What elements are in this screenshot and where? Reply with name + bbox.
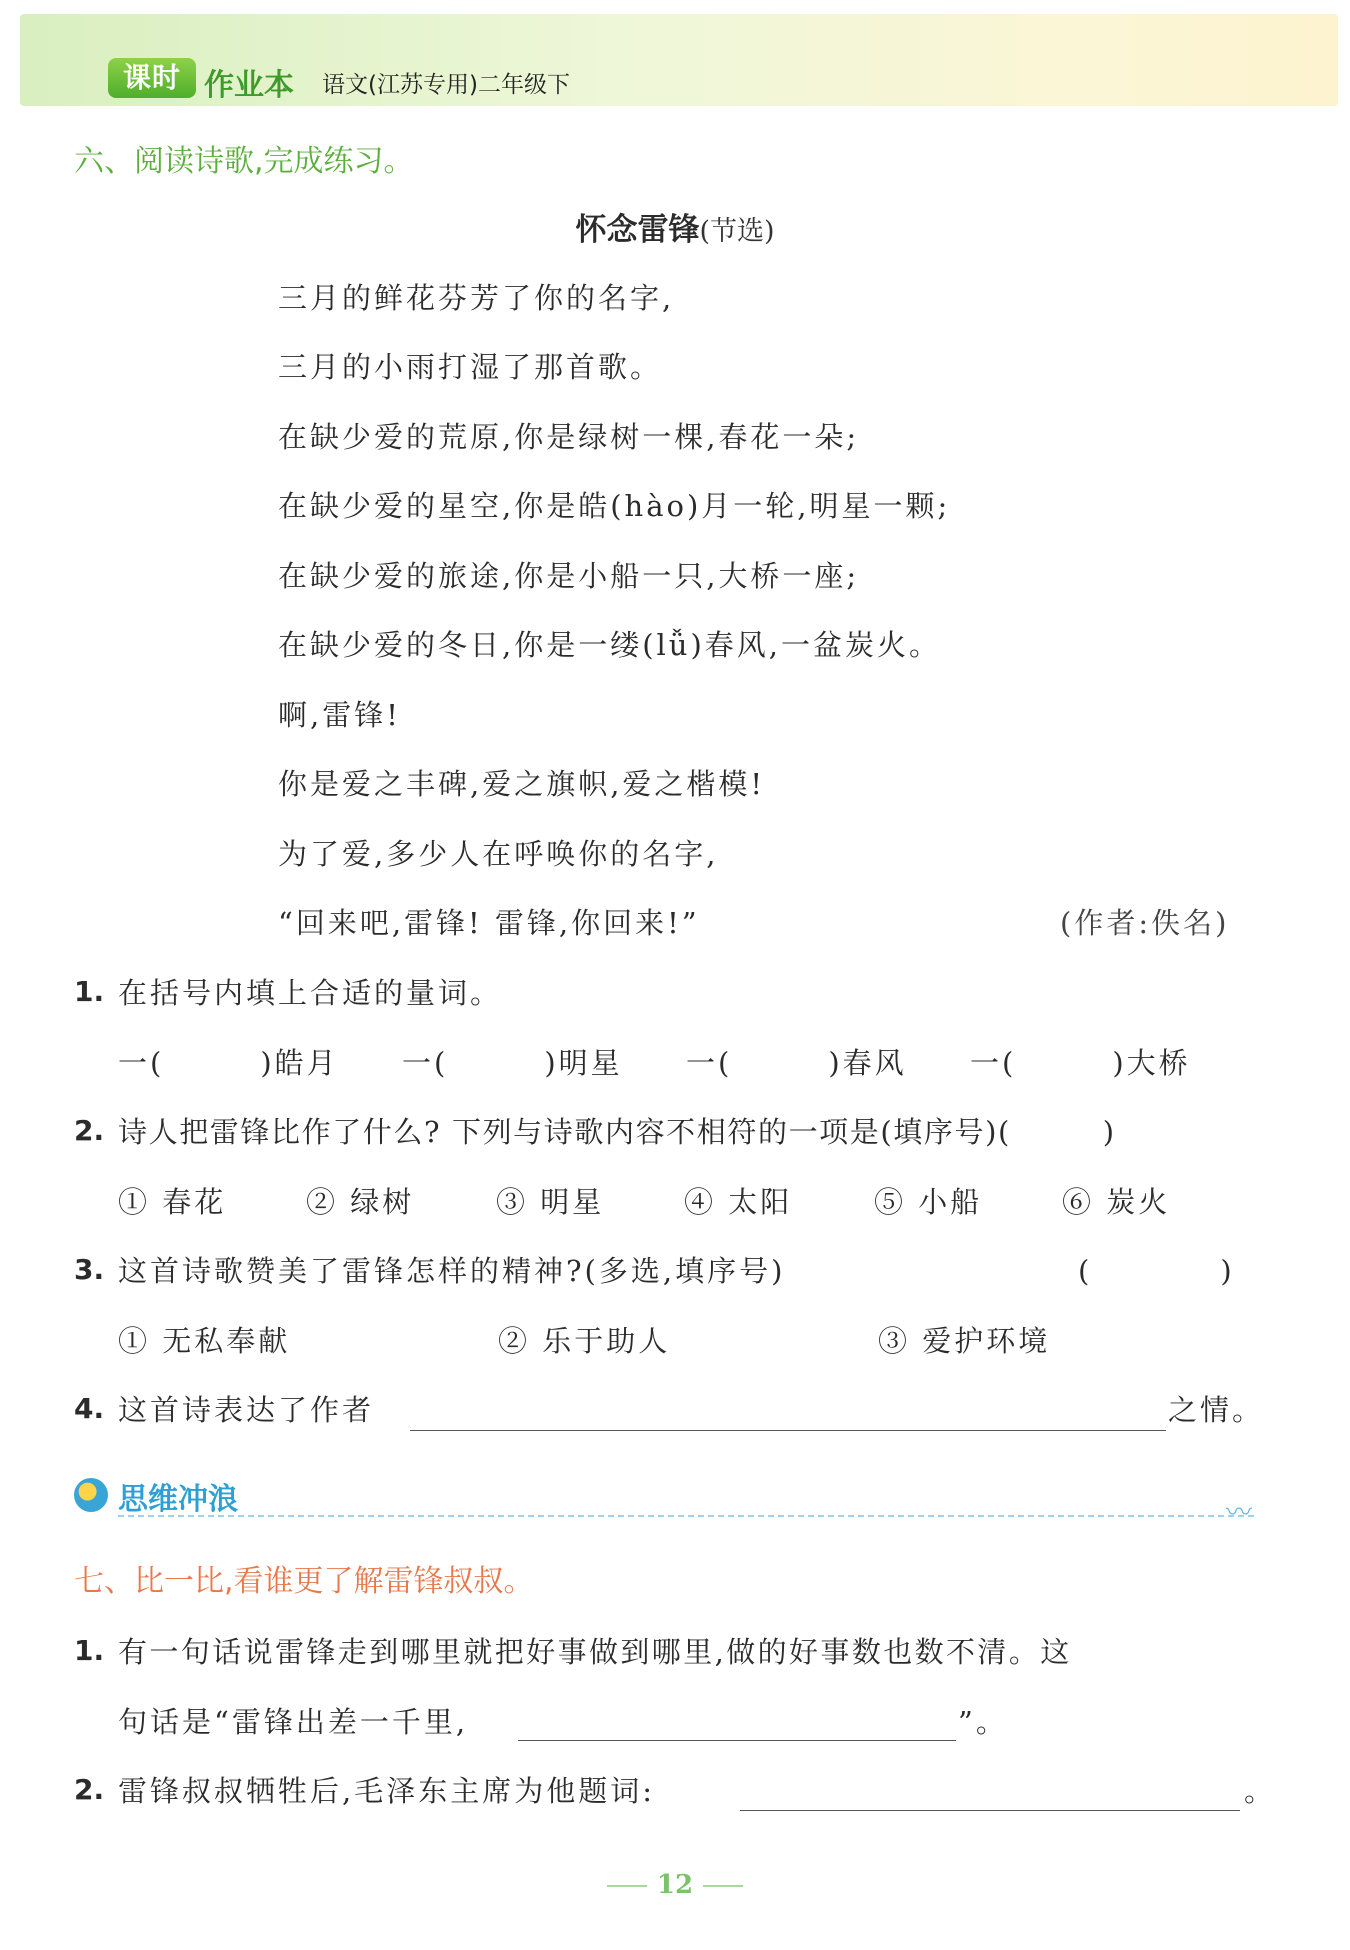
s7-q1-number: 1.: [74, 1634, 105, 1667]
q2-option: ② 绿树: [306, 1185, 415, 1219]
q2-option: ⑥ 炭火: [1062, 1185, 1171, 1219]
q3-number: 3.: [74, 1253, 105, 1286]
s7-q2-answer-line[interactable]: [740, 1810, 1240, 1811]
q1-blank-star[interactable]: 一( )明星: [402, 1046, 623, 1080]
section-6-heading: 六、阅读诗歌,完成练习。: [74, 144, 414, 179]
q2-option: ⑤ 小船: [874, 1185, 983, 1219]
poem-line: “回来吧,雷锋! 雷锋,你回来!”: [278, 906, 700, 940]
poem-line: 啊,雷锋!: [278, 698, 401, 732]
s7-q2-number: 2.: [74, 1773, 105, 1806]
q2-option: ④ 太阳: [684, 1185, 793, 1219]
q3-option: ① 无私奉献: [118, 1324, 291, 1358]
poem-line: 三月的鲜花芬芳了你的名字,: [278, 281, 675, 315]
q1-blank-wind[interactable]: 一( )春风: [686, 1046, 907, 1080]
brand-logo: 课时: [108, 58, 196, 98]
q2-option: ① 春花: [118, 1185, 227, 1219]
q3-text: 这首诗歌赞美了雷锋怎样的精神?(多选,填序号): [118, 1254, 786, 1288]
q1-text: 在括号内填上合适的量词。: [118, 976, 503, 1010]
poem-line: 为了爱,多少人在呼唤你的名字,: [278, 837, 719, 871]
q3-option: ② 乐于助人: [498, 1324, 671, 1358]
poem-line: 你是爱之丰碑,爱之旗帜,爱之楷模!: [278, 767, 766, 801]
s7-q1-tail: ”。: [958, 1705, 1008, 1739]
s7-q1-line1: 有一句话说雷锋走到哪里就把好事做到哪里,做的好事数也数不清。这: [118, 1635, 1072, 1669]
poem-title-note: (节选): [699, 216, 775, 247]
q4-text: 这首诗表达了作者: [118, 1393, 375, 1427]
s7-q2-text: 雷锋叔叔牺牲后,毛泽东主席为他题词:: [118, 1774, 655, 1808]
q1-blank-bridge[interactable]: 一( )大桥: [970, 1046, 1191, 1080]
q4-number: 4.: [74, 1392, 105, 1425]
q1-number: 1.: [74, 975, 105, 1008]
q4-tail: 之情。: [1168, 1393, 1265, 1427]
page-number-dash-right: [703, 1885, 743, 1887]
q4-answer-line[interactable]: [410, 1430, 1166, 1431]
poem-line: 在缺少爱的荒原,你是绿树一棵,春花一朵;: [278, 420, 860, 454]
poem-author: (作者:佚名): [1060, 906, 1230, 940]
poem-line: 在缺少爱的旅途,你是小船一只,大桥一座;: [278, 559, 860, 593]
page-number: [0, 1870, 1350, 1900]
page-number-dash-left: [607, 1885, 647, 1887]
thinking-surf-icon: [74, 1478, 108, 1512]
q3-answer-paren[interactable]: ( ): [1078, 1254, 1235, 1288]
s7-q1-line2: 句话是“雷锋出差一千里,: [118, 1705, 469, 1739]
s7-q1-answer-line[interactable]: [518, 1740, 956, 1741]
poem-title-text: 怀念雷锋: [575, 212, 700, 248]
q3-option: ③ 爱护环境: [878, 1324, 1051, 1358]
section-7-heading: 七、比一比,看谁更了解雷锋叔叔。: [74, 1564, 534, 1599]
page-number-text: 12: [656, 1870, 694, 1900]
poem-title: [0, 204, 1350, 249]
q2-option: ③ 明星: [496, 1185, 605, 1219]
s7-q2-tail: 。: [1244, 1774, 1277, 1808]
poem-line: 三月的小雨打湿了那首歌。: [278, 350, 663, 384]
poem-line: 在缺少爱的星空,你是皓(hào)月一轮,明星一颗;: [278, 489, 951, 523]
thinking-surf-label: 思维冲浪: [118, 1482, 238, 1517]
wave-icon: 〰: [1226, 1498, 1253, 1528]
book-info: 语文(江苏专用)二年级下: [322, 72, 570, 98]
thinking-surf-rule: [118, 1515, 1254, 1517]
q2-text[interactable]: 诗人把雷锋比作了什么? 下列与诗歌内容不相符的一项是(填序号)( ): [118, 1115, 1116, 1149]
q2-number: 2.: [74, 1114, 105, 1147]
poem-line: 在缺少爱的冬日,你是一缕(lǚ)春风,一盆炭火。: [278, 628, 942, 662]
brand-name: 作业本: [204, 68, 294, 103]
q1-blank-moon[interactable]: 一( )皓月: [118, 1046, 339, 1080]
